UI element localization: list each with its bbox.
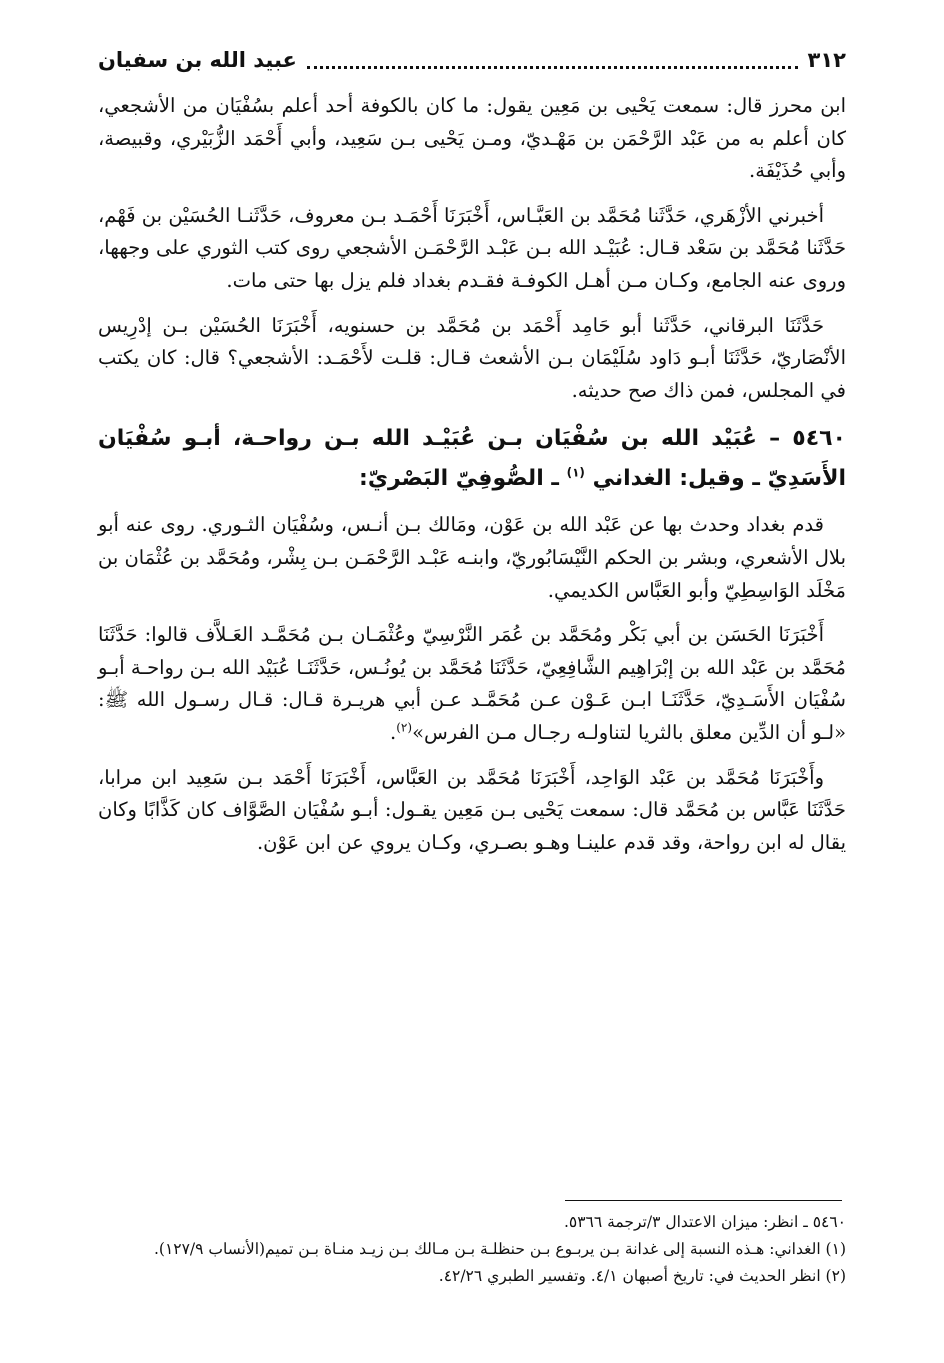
entry-title-main: عُبَيْد الله بن سُفْيَان بـن عُبَيْـد الله بـن رواحـة، أبـو سُفْيَان الأَسَدِيّ <box>98 426 846 492</box>
hadith-text: أَخْبَرَنَا الحَسَن بن أبي بَكْر ومُحَمَّد بن عُمَر النَّرْسِيّ وعُثْمَـان بـن مُحَمَّـد العَـلاَّف قالوا: حَدَّثَنَا مُحَمَّد بن عَبْد الله بن إبْرَاهِيم الشَّافِعِيّ، حَدَّثَنَا مُحَمَّد بن يُونُـس، حَدَّثَنَـا عُبَيْد الله بـن رواحـة أبـو سُفْيَان الأَسَـدِيّ، حَدَّثَنَـا ابـن عَـوْن عـن مُحَمَّـد عـن أبي هريـرة قـال: قـال رسـول الله ﷺ: «لـو أن الدِّين معلق بالثريا لتناولـه رجـال مـن الفرس» <box>98 623 846 744</box>
entry-dash: – <box>756 426 781 452</box>
running-title: عبيد الله بن سفيان <box>98 48 297 72</box>
paragraph: حَدَّثَنَا البرقاني، حَدَّثَنا أبو حَامِد أَحْمَد بن مُحَمَّد بن حسنويه، أَخْبَرَنَا الحُسَيْن بـن إدْرِيس الأنْصَاريّ، حَدَّثَنَا أبـو دَاود سُلَيْمَان بـن الأشعث قـال: قلـت لأَحْمَـد: الأشجعي؟ قال: كان يكتب في المجلس، فمن ذاك صح حديثه. <box>98 313 846 402</box>
entry-number: ٥٤٦٠ <box>792 426 846 452</box>
paragraph: ابن محرز قال: سمعت يَحْيى بن مَعِين يقول: ما كان بالكوفة أحد أعلم بسُفْيَان من الأشجعي، كان أعلم به من عَبْد الرَّحْمَن بن مَهْـديّ، ومـن يَحْيى بـن سَعِيد، وأبي أَحْمَد الزُّبَيْري، وقبيصة، وأبي حُذَيْفَة. <box>98 94 846 183</box>
entry-title-alt: ـ وقيل: الغداني <box>592 466 760 492</box>
footnotes <box>98 1208 846 1291</box>
main-text <box>98 90 846 871</box>
paragraph: وأَخْبَرَنَا مُحَمَّد بن عَبْد الوَاحِد، أَخْبَرَنَا مُحَمَّد بن العَبَّاس، أَخْبَرَنَا أَحْمَد بـن سَعِيد ابن مرابا، حَدَّثَنَا عَبَّاس بن مُحَمَّد قال: سمعت يَحْيى بـن مَعِين يقـول: أبـو سُفْيَان الصَّوَّاف كان كَذَّابًا وكان يقال له ابن رواحة، وقد قدم علينـا وهـو بصـري، وكـان يروي عن ابن عَوْن. <box>98 765 846 854</box>
footnote-ref: (٢) <box>396 720 413 735</box>
footnote: (١) الغداني: هـذه النسبة إلى غدانة بـن يربـوع بـن حنظلـة بـن مـالك بـن زيـد منـاة بـن تميم(الأنساب ١٢٧/٩). <box>153 1240 846 1258</box>
footnote-separator <box>565 1200 842 1201</box>
entry-title-end: ـ الصُّوفِيّ البَصْريّ: <box>359 466 559 492</box>
page-number: ٣١٢ <box>807 48 846 72</box>
paragraph: قدم بغداد وحدث بها عن عَبْد الله بن عَوْن، ومَالك بـن أنـس، وسُفْيَان الثـوري. روى عنه أبو بلال الأشعري، وبشر بن الحكم النَّيْسَابُوريّ، وابنـه عَبْـد الرَّحْمَـن بـن بِشْر، ومُحَمَّد بن عُثْمَان بن مَخْلَد الوَاسِطِيّ وأبو العَبَّاس الكديمي. <box>98 513 846 602</box>
footnote: (٢) انظر الحديث في: تاريخ أصبهان ٤/١. وتفسير الطبري ٤٢/٢٦. <box>438 1267 846 1285</box>
footnote: ٥٤٦٠ ـ انظر: ميزان الاعتدال ٣/ترجمة ٥٣٦٦. <box>563 1213 846 1231</box>
entry-heading <box>98 419 846 499</box>
paragraph: أخبرني الأزْهَري، حَدَّثَنا مُحَمَّد بن العَبَّـاس، أَخْبَرَنَا أَحْمَـد بـن معروف، حَدَّثَنـا الحُسَيْن بن فَهْم، حَدَّثَنا مُحَمَّد بن سَعْد قـال: عُبَيْـد الله بـن عَبْـد الرَّحْمَـن الأشجعي روى كتب الثوري على وجهها، وروى عنه الجامع، وكـان مـن أهـل الكوفـة فقـدم بغداد فلم يزل بها حتى مات. <box>98 203 846 292</box>
paragraph: أَخْبَرَنَا الحَسَن بن أبي بَكْر ومُحَمَّد بن عُمَر النَّرْسِيّ وعُثْمَـان بـن مُحَمَّـد العَـلاَّف قالوا: حَدَّثَنَا مُحَمَّد بن عَبْد الله بن إبْرَاهِيم الشَّافِعِيّ، حَدَّثَنَا مُحَمَّد بن يُونُـس، حَدَّثَنَـا عُبَيْد الله بـن رواحـة أبـو سُفْيَان الأَسَـدِيّ، حَدَّثَنَـا ابـن عَـوْن عـن مُحَمَّـد عـن أبي هريـرة قـال: قـال رسـول الله ﷺ: «لـو أن الدِّين معلق بالثريا لتناولـه رجـال مـن الفرس»$^{(٢)}$. <box>98 623 846 744</box>
page-header <box>98 38 846 82</box>
footnote-ref: (١) <box>566 466 585 481</box>
header-dot-leader <box>307 52 798 69</box>
